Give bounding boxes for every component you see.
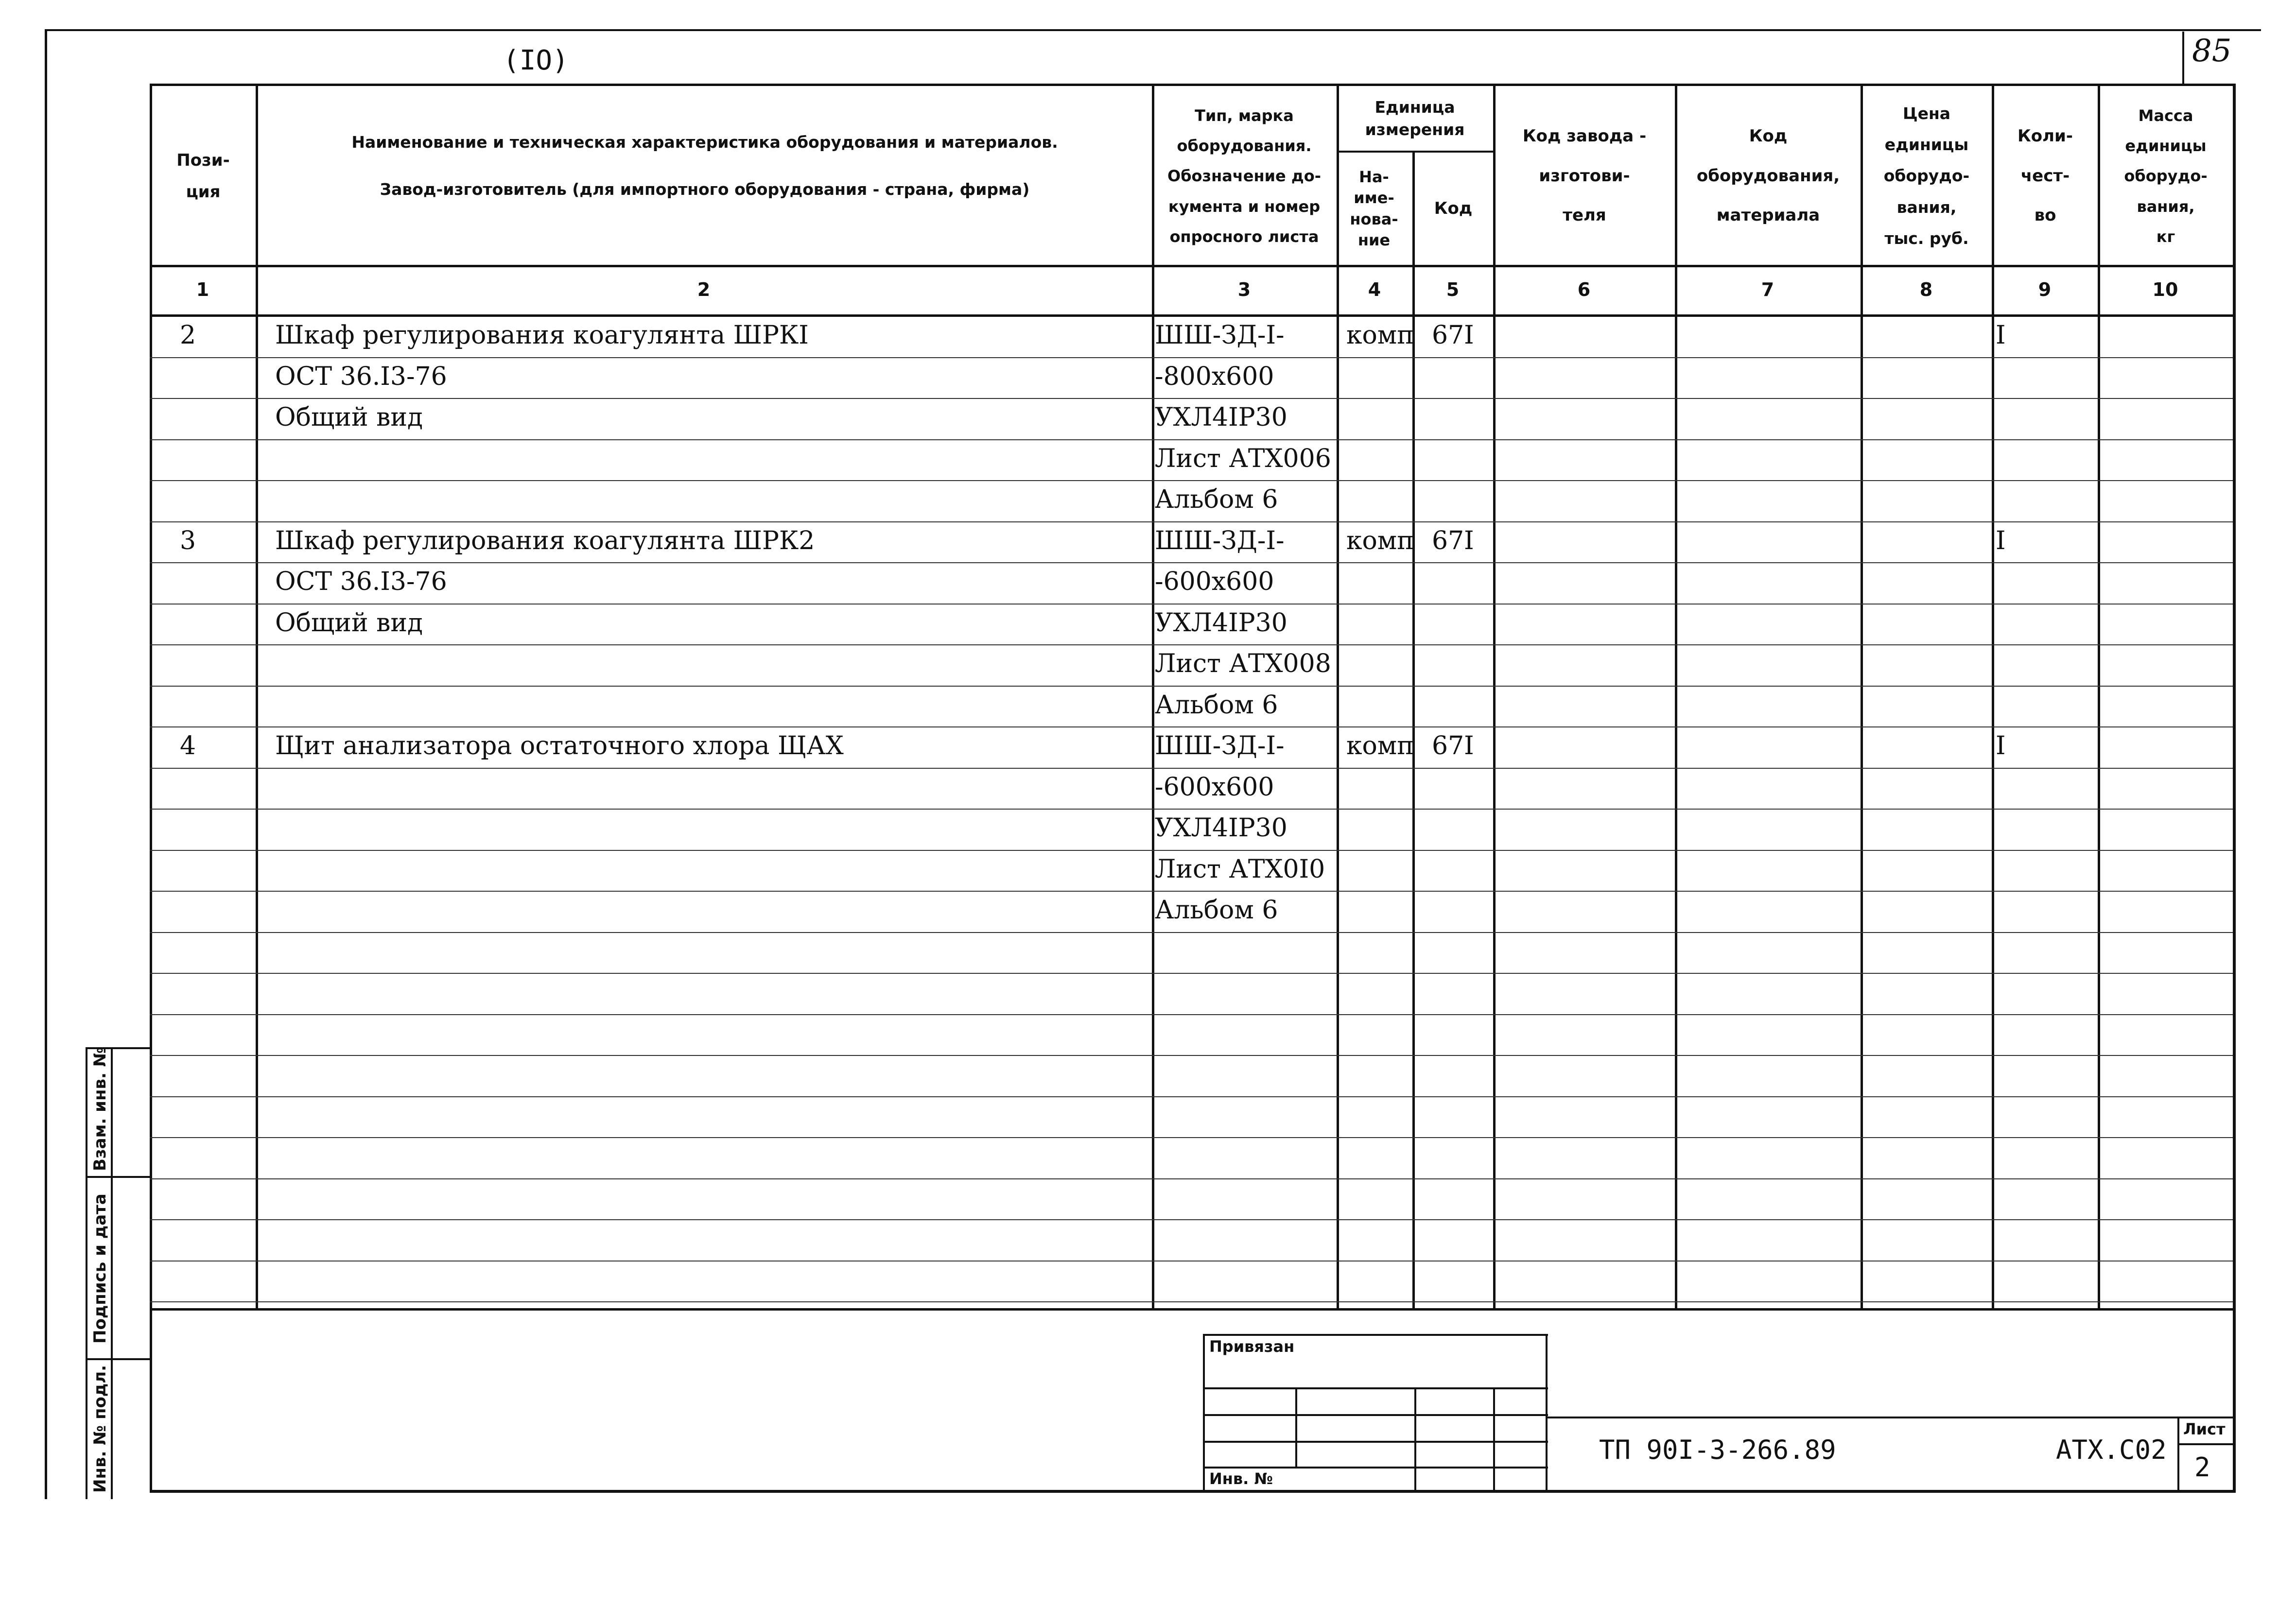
row-divider bbox=[150, 1055, 2235, 1056]
unit-code-cell: 67I bbox=[1432, 731, 1474, 760]
name-cell: ОСТ 36.I3-76 bbox=[275, 362, 447, 391]
row-divider bbox=[150, 480, 2235, 481]
header-position: Пози- ция bbox=[176, 150, 230, 202]
type-cell: УХЛ4IP30 bbox=[1155, 403, 1287, 432]
column-divider bbox=[2098, 84, 2100, 1311]
unit-name-cell: комп bbox=[1346, 526, 1414, 555]
side-stamp-mid bbox=[111, 1047, 113, 1499]
outer-frame-left bbox=[45, 29, 47, 1499]
header-unit-group: Единица измерения bbox=[1365, 97, 1465, 139]
list-number: 2 bbox=[2194, 1452, 2210, 1483]
side-stamp-vzam-inv: Взам. инв. № bbox=[90, 1047, 110, 1171]
row-divider bbox=[150, 768, 2235, 769]
side-stamp-div1 bbox=[86, 1176, 150, 1178]
page-marker: (IO) bbox=[503, 45, 569, 76]
header-unit-price: Цена единицы оборудо- вания, тыс. руб. bbox=[1883, 104, 1970, 248]
header-quantity: Коли- чест- во bbox=[2018, 126, 2073, 225]
privyazan-row1 bbox=[1203, 1387, 1548, 1389]
list-box-divider bbox=[2177, 1443, 2235, 1445]
privyazan-row4 bbox=[1203, 1467, 1548, 1469]
type-cell: Альбом 6 bbox=[1155, 896, 1278, 925]
column-divider bbox=[1861, 84, 1863, 1311]
title-block-top bbox=[1546, 1417, 2235, 1418]
column-number: 3 bbox=[1237, 279, 1251, 300]
column-divider bbox=[1675, 84, 1677, 1311]
row-divider bbox=[150, 562, 2235, 563]
side-stamp-podpis-data: Подпись и дата bbox=[90, 1193, 110, 1344]
row-divider bbox=[150, 1301, 2235, 1302]
unit-name-cell: комп bbox=[1346, 731, 1414, 760]
privyazan-label: Привязан bbox=[1209, 1337, 1295, 1356]
row-divider bbox=[150, 1137, 2235, 1138]
header-unit-code: Код bbox=[1434, 199, 1473, 219]
table-top-border bbox=[150, 84, 2235, 86]
quantity-cell: I bbox=[1996, 321, 2006, 350]
row-divider bbox=[150, 809, 2235, 810]
privyazan-top bbox=[1203, 1334, 1548, 1336]
name-cell: Шкаф регулирования коагулянта ШРКI bbox=[275, 321, 809, 350]
header-unit-name: На- име- нова- ние bbox=[1350, 168, 1398, 249]
list-box-left bbox=[2177, 1417, 2179, 1492]
type-cell: -600х600 bbox=[1155, 773, 1274, 802]
row-divider bbox=[150, 1178, 2235, 1179]
column-divider bbox=[150, 84, 152, 1311]
type-cell: -600х600 bbox=[1155, 567, 1274, 596]
column-divider bbox=[1152, 84, 1154, 1311]
outer-frame-top bbox=[45, 29, 2261, 31]
header-type: Тип, марка оборудования. Обозначение до- кумента и номер опросного листа bbox=[1167, 106, 1321, 246]
name-cell: ОСТ 36.I3-76 bbox=[275, 567, 447, 596]
stamp-right-border bbox=[2233, 84, 2236, 1493]
privyazan-right bbox=[1546, 1334, 1548, 1492]
position-cell: 4 bbox=[180, 731, 196, 760]
name-cell: Щит анализатора остаточного хлора ЩАХ bbox=[275, 731, 844, 760]
quantity-cell: I bbox=[1996, 731, 2006, 760]
name-cell: Общий вид bbox=[275, 608, 423, 638]
row-divider bbox=[150, 891, 2235, 892]
inv-no-label: Инв. № bbox=[1209, 1469, 1273, 1488]
header-equipment-code: Код оборудования, материала bbox=[1696, 126, 1840, 225]
type-cell: Лист АТХ0I0 bbox=[1155, 855, 1325, 884]
privyazan-left bbox=[1203, 1334, 1205, 1492]
colnum-bottom-border bbox=[150, 314, 2235, 317]
page-number-box-divider bbox=[2182, 32, 2184, 85]
column-divider bbox=[1992, 84, 1994, 1311]
name-cell: Шкаф регулирования коагулянта ШРК2 bbox=[275, 526, 815, 555]
column-number: 6 bbox=[1577, 279, 1591, 300]
column-number: 4 bbox=[1368, 279, 1381, 300]
row-divider bbox=[150, 726, 2235, 727]
row-divider bbox=[150, 644, 2235, 645]
row-divider bbox=[150, 439, 2235, 440]
header-name-line2: Завод-изготовитель (для импортного оборудования - страна, фирма) bbox=[380, 179, 1030, 199]
privyazan-row3 bbox=[1203, 1441, 1548, 1443]
row-divider bbox=[150, 973, 2235, 974]
header-unit-mass: Масса единицы оборудо- вания, кг bbox=[2124, 106, 2208, 246]
header-bottom-border bbox=[150, 265, 2235, 267]
side-stamp-div2 bbox=[86, 1358, 150, 1360]
sheet-page-number: 85 bbox=[2192, 33, 2232, 69]
row-divider bbox=[150, 398, 2235, 399]
quantity-cell: I bbox=[1996, 526, 2006, 555]
row-divider bbox=[150, 1014, 2235, 1015]
type-cell: ШШ-ЗД-I- bbox=[1155, 526, 1285, 555]
list-label: Лист bbox=[2183, 1420, 2226, 1438]
unit-code-cell: 67I bbox=[1432, 526, 1474, 555]
type-cell: Альбом 6 bbox=[1155, 485, 1278, 514]
privyazan-row2 bbox=[1203, 1414, 1548, 1416]
type-cell: УХЛ4IP30 bbox=[1155, 608, 1287, 638]
row-divider bbox=[150, 521, 2235, 522]
row-divider bbox=[150, 932, 2235, 933]
privyazan-col3 bbox=[1493, 1387, 1495, 1492]
row-divider bbox=[150, 1096, 2235, 1097]
position-cell: 3 bbox=[180, 526, 196, 555]
type-cell: ШШ-ЗД-I- bbox=[1155, 731, 1285, 760]
row-divider bbox=[150, 850, 2235, 851]
sheet-code: АТХ.С02 bbox=[2056, 1434, 2167, 1465]
column-number: 5 bbox=[1446, 279, 1460, 300]
column-number: 9 bbox=[2038, 279, 2052, 300]
header-name-line1: Наименование и техническая характеристика оборудования и материалов. bbox=[351, 132, 1058, 152]
stamp-bottom-border bbox=[150, 1490, 2235, 1493]
column-divider bbox=[1337, 84, 1339, 1311]
column-number: 1 bbox=[196, 279, 209, 300]
column-divider bbox=[256, 84, 258, 1311]
side-stamp-left bbox=[86, 1047, 87, 1499]
row-divider bbox=[150, 1219, 2235, 1220]
unit-name-cell: комп bbox=[1346, 321, 1414, 350]
column-number: 7 bbox=[1761, 279, 1774, 300]
unit-code-cell: 67I bbox=[1432, 321, 1474, 350]
column-divider bbox=[1493, 84, 1496, 1311]
privyazan-col2 bbox=[1414, 1387, 1416, 1492]
type-cell: УХЛ4IP30 bbox=[1155, 813, 1287, 843]
name-cell: Общий вид bbox=[275, 403, 423, 432]
side-stamp-inv-podl: Инв. № подл. bbox=[90, 1365, 110, 1493]
doc-code: ТП 90I-3-266.89 bbox=[1599, 1434, 1836, 1465]
row-divider bbox=[150, 686, 2235, 687]
type-cell: Альбом 6 bbox=[1155, 691, 1278, 720]
table-bottom-border bbox=[150, 1308, 2235, 1311]
type-cell: ШШ-ЗД-I- bbox=[1155, 321, 1285, 350]
column-number: 10 bbox=[2152, 279, 2178, 300]
row-divider bbox=[150, 357, 2235, 358]
position-cell: 2 bbox=[180, 321, 196, 350]
type-cell: Лист АТХ006 bbox=[1155, 444, 1331, 473]
stamp-left-border bbox=[150, 1308, 152, 1493]
column-number: 2 bbox=[697, 279, 711, 300]
type-cell: Лист АТХ008 bbox=[1155, 649, 1331, 678]
row-divider bbox=[150, 604, 2235, 605]
type-cell: -800х600 bbox=[1155, 362, 1274, 391]
privyazan-col1 bbox=[1295, 1387, 1297, 1467]
column-number: 8 bbox=[1919, 279, 1933, 300]
header-plant-code: Код завода - изготови- теля bbox=[1522, 126, 1647, 225]
